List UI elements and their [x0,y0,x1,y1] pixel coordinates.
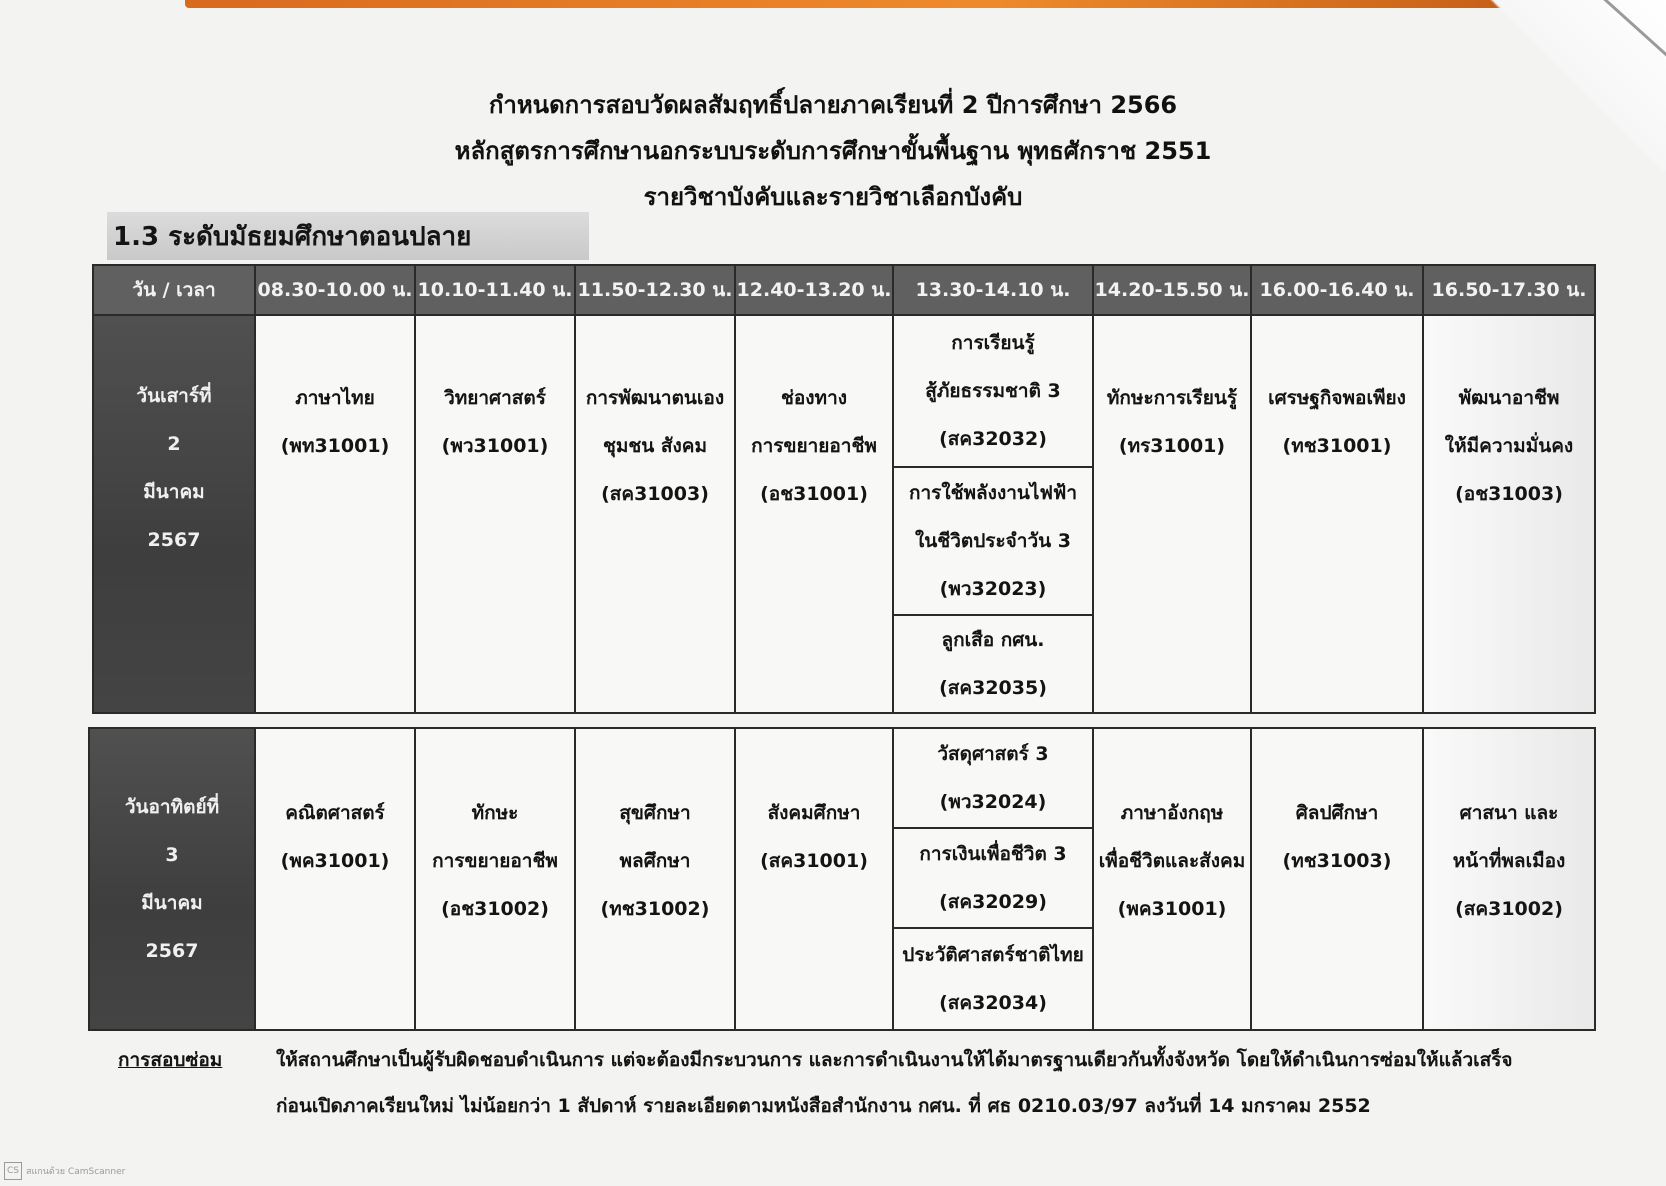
subject-name-2: ให้มีความมั่นคง [1444,435,1574,457]
subject-name-2: การขยายอาชีพ [432,850,558,872]
subject-sub-cell [894,729,1092,829]
subject-code: (สค31001) [760,850,868,872]
subject-name: การเรียนรู้ [951,332,1035,354]
subject-name: ภาษาอังกฤษ [1120,802,1224,824]
subject-name: ทักษะการเรียนรู้ [1106,387,1238,409]
subject-cell [1251,728,1423,1030]
subject-name: ช่องทาง [780,387,848,409]
document-title [0,82,1666,220]
camscanner-logo-icon: CS [4,1162,22,1180]
subject-name: พัฒนาอาชีพ [1458,387,1560,409]
subject-name-2: ชุมชน สังคม [602,435,708,457]
section-heading [107,212,589,260]
subject-name: ทักษะ [471,802,519,824]
subject-name: ศิลปศึกษา [1295,802,1379,824]
subject-code: (พค31001) [280,850,390,872]
day-name: วันเสาร์ที่ [136,385,212,407]
subject-code: (ทช31003) [1282,850,1392,872]
subject-cell [1251,315,1423,713]
footnote-label: การสอบซ่อม [118,1049,223,1071]
header-slot-7: 16.00-16.40 น. [1251,265,1423,315]
subject-name: การใช้พลังงานไฟฟ้า [908,482,1078,504]
header-row [93,265,1595,315]
subject-code: (อช31003) [1455,483,1563,505]
subject-name: สังคมศึกษา [767,802,861,824]
subject-code: (สค32034) [939,992,1047,1014]
subject-code: (สค31003) [601,483,709,505]
subject-code: (พว32023) [939,578,1047,600]
subject-name-2: ในชีวิตประจำวัน 3 [915,530,1071,552]
subject-name: การพัฒนาตนเอง [585,387,725,409]
subject-name-2: สู้ภัยธรรมชาติ 3 [925,380,1061,402]
subject-name: เศรษฐกิจพอเพียง [1268,387,1406,409]
subject-cell [1093,315,1251,713]
header-slot-5: 13.30-14.10 น. [893,265,1093,315]
subject-cell-stack [893,728,1093,1030]
subject-cell [1423,315,1595,713]
subject-cell [255,315,415,713]
subject-sub-cell [894,316,1092,468]
subject-code: (พว32024) [939,791,1047,813]
sunday-row [89,728,1595,1030]
day-number: 2 [167,433,181,455]
schedule-table-sunday [88,727,1596,1031]
subject-cell [255,728,415,1030]
footnote-line-1: ให้สถานศึกษาเป็นผู้รับผิดชอบดำเนินการ แต่จะต้องมีกระบวนการ และการดำเนินงานให้ได้มาตรฐานเดียวกันทั้งจังหวัด โดยให้ดำเนินการซ่อมให้แล้วเสร็จ [276,1049,1513,1071]
subject-code: (อช31001) [760,483,868,505]
subject-name: ประวัติศาสตร์ชาติไทย [902,944,1084,966]
subject-sub-cell [894,616,1092,712]
subject-cell [575,315,735,713]
subject-name: การเงินเพื่อชีวิต 3 [919,843,1067,865]
subject-code: (พว31001) [441,435,549,457]
subject-cell [735,728,893,1030]
subject-code: (พค31001) [1117,898,1227,920]
header-slot-6: 14.20-15.50 น. [1093,265,1251,315]
subject-code: (อช31002) [441,898,549,920]
header-slot-8: 16.50-17.30 น. [1423,265,1595,315]
saturday-row [93,315,1595,713]
subject-code: (ทช31001) [1282,435,1392,457]
subject-name: ภาษาไทย [295,387,375,409]
subject-cell [415,728,575,1030]
schedule-table-saturday [92,264,1596,714]
subject-name: ศาสนา และ [1459,802,1559,824]
top-orange-strip [185,0,1520,8]
title-line-2: หลักสูตรการศึกษานอกระบบระดับการศึกษาขั้นพื้นฐาน พุทธศักราช 2551 [454,137,1212,165]
subject-code: (พท31001) [280,435,390,457]
scanner-text: สแกนด้วย CamScanner [26,1167,126,1177]
subject-sub-cell [894,929,1092,1029]
day-name: วันอาทิตย์ที่ [124,796,220,818]
scanner-watermark [4,1162,125,1180]
subject-name: วิทยาศาสตร์ [444,387,546,409]
footnote-line-2: ก่อนเปิดภาคเรียนใหม่ ไม่น้อยกว่า 1 สัปดาห์ รายละเอียดตามหนังสือสำนักงาน กศน. ที่ ศธ 0210.03/97 ลงวันที่ 14 มกราคม 2552 [276,1095,1371,1117]
subject-name-2: การขยายอาชีพ [751,435,877,457]
title-line-3: รายวิชาบังคับและรายวิชาเลือกบังคับ [643,183,1023,211]
day-cell-sunday [89,728,255,1030]
subject-name: คณิตศาสตร์ [285,802,385,824]
day-month: มีนาคม [143,481,205,503]
header-day-time: วัน / เวลา [93,265,255,315]
subject-code: (สค32032) [939,428,1047,450]
header-slot-3: 11.50-12.30 น. [575,265,735,315]
subject-code: (ทช31002) [600,898,710,920]
subject-cell [575,728,735,1030]
subject-cell [735,315,893,713]
subject-name-2: หน้าที่พลเมือง [1452,850,1566,872]
subject-name: สุขศึกษา [619,802,691,824]
day-number: 3 [165,844,179,866]
section-heading-text: 1.3 ระดับมัธยมศึกษาตอนปลาย [113,221,472,252]
subject-code: (สค31002) [1455,898,1563,920]
day-cell-saturday [93,315,255,713]
header-slot-1: 08.30-10.00 น. [255,265,415,315]
subject-name-2: พลศึกษา [619,850,691,872]
subject-sub-cell [894,468,1092,616]
subject-cell [1093,728,1251,1030]
subject-code: (สค32029) [939,891,1047,913]
subject-name: ลูกเสือ กศน. [941,629,1045,651]
title-line-1: กำหนดการสอบวัดผลสัมฤทธิ์ปลายภาคเรียนที่ 2 ปีการศึกษา 2566 [488,91,1178,119]
subject-cell-stack [893,315,1093,713]
subject-cell [1423,728,1595,1030]
subject-name-2: เพื่อชีวิตและสังคม [1098,850,1246,872]
header-slot-2: 10.10-11.40 น. [415,265,575,315]
day-year: 2567 [145,940,199,962]
day-month: มีนาคม [141,892,203,914]
subject-name: วัสดุศาสตร์ 3 [937,743,1049,765]
subject-cell [415,315,575,713]
day-year: 2567 [147,529,201,551]
header-slot-4: 12.40-13.20 น. [735,265,893,315]
subject-sub-cell [894,829,1092,929]
subject-code: (สค32035) [939,677,1047,699]
subject-code: (ทร31001) [1118,435,1226,457]
